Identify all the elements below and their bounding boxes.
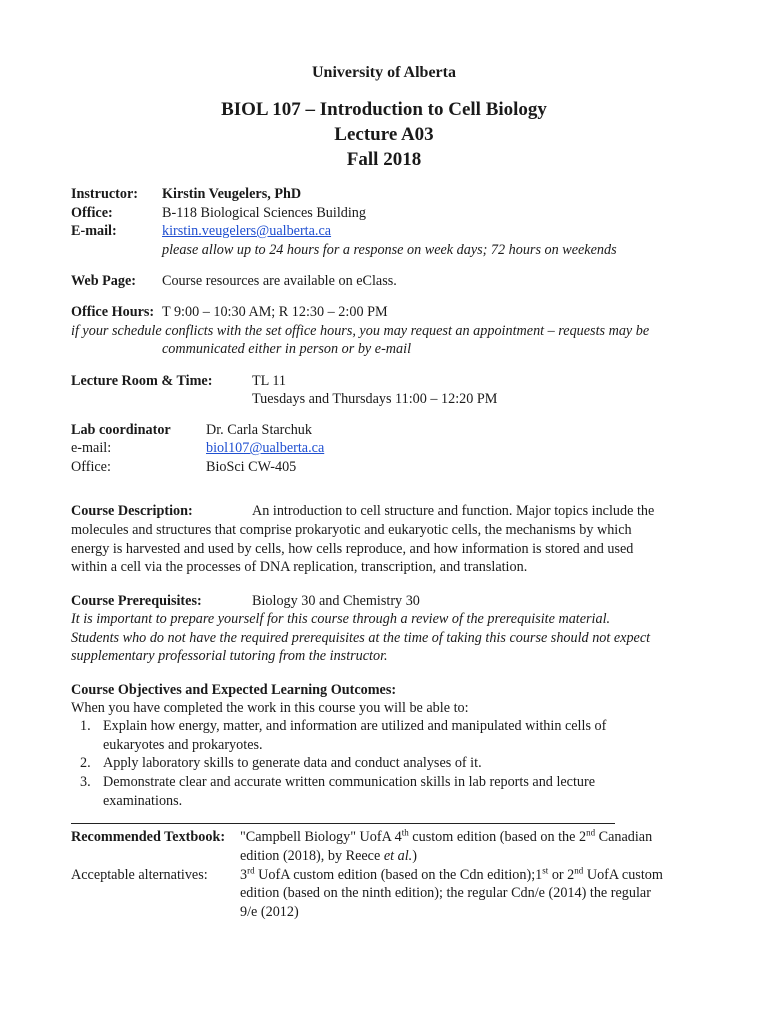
prereq-value: Biology 30 and Chemistry 30 [252,593,420,609]
alternatives-label: Acceptable alternatives: [71,867,208,883]
course-title: BIOL 107 – Introduction to Cell Biology [221,99,547,120]
description-line: within a cell via the processes of DNA replication, transcription, and translation. [71,559,528,575]
lecture-room-label: Lecture Room & Time: [71,373,213,389]
alternatives-line-1: 3rd UofA custom edition (based on the Cdn edition);1st or 2nd UofA custom [240,865,663,883]
prereq-label: Course Prerequisites: [71,593,202,609]
textbook-label: Recommended Textbook: [71,829,226,845]
lab-label: Lab coordinator [71,422,171,438]
lecture-title: Lecture A03 [334,124,434,145]
description-line: molecules and structures that comprise prokaryotic and eukaryotic cells, the mechanisms by which [71,522,632,538]
office-hours-value: T 9:00 – 10:30 AM; R 12:30 – 2:00 PM [162,304,388,320]
office-value: B-118 Biological Sciences Building [162,205,366,221]
instructor-label: Instructor: [71,186,138,202]
office-label: Office: [71,205,113,221]
instructor-name: Kirstin Veugelers, PhD [162,186,302,202]
objectives-title: Course Objectives and Expected Learning Outcomes: [71,682,397,698]
list-item: examinations. [103,793,183,809]
description-label: Course Description: [71,503,193,519]
list-number: 3. [80,774,91,790]
section-divider [71,823,615,824]
alternatives-line-3: 9/e (2012) [240,904,299,920]
textbook-line-2: edition (2018), by Reece et al.) [240,848,417,864]
list-item: Explain how energy, matter, and information are utilized and manipulated within cells of [103,718,607,734]
office-hours-note: if your schedule conflicts with the set office hours, you may request an appointment – requests may be [71,323,650,339]
description-line: An introduction to cell structure and function. Major topics include the [252,503,655,519]
prereq-note: supplementary professorial tutoring from the instructor. [71,648,388,664]
list-number: 2. [80,755,91,771]
lecture-room: TL 11 [252,373,287,389]
description-line: energy is harvested and used by cells, how cells reproduce, and how information is stored and used [71,541,634,557]
office-hours-label: Office Hours: [71,304,155,320]
list-item: eukaryotes and prokaryotes. [103,737,263,753]
web-value: Course resources are available on eClass. [162,273,397,289]
list-number: 1. [80,718,91,734]
objectives-intro: When you have completed the work in this course you will be able to: [71,700,469,716]
email-note: please allow up to 24 hours for a response on week days; 72 hours on weekends [162,242,617,258]
email-label: E-mail: [71,223,117,239]
office-hours-note-2: communicated either in person or by e-mail [162,341,412,357]
lecture-time: Tuesdays and Thursdays 11:00 – 12:20 PM [252,391,498,407]
web-label: Web Page: [71,273,137,289]
list-item: Demonstrate clear and accurate written communication skills in lab reports and lecture [103,774,596,790]
lab-email-link[interactable]: biol107@ualberta.ca [206,440,325,456]
lab-office: BioSci CW-405 [206,459,297,475]
term-title: Fall 2018 [346,149,422,170]
instructor-email-link[interactable]: kirstin.veugelers@ualberta.ca [162,223,332,239]
university-title: University of Alberta [312,64,456,81]
lab-office-label: Office: [71,459,111,475]
prereq-note: It is important to prepare yourself for this course through a review of the prerequisite material. [71,611,611,627]
prereq-note: Students who do not have the required prerequisites at the time of taking this course should not expect [71,630,651,646]
list-item: Apply laboratory skills to generate data and conduct analyses of it. [103,755,482,771]
alternatives-line-2: edition (based on the ninth edition); the regular Cdn/e (2014) the regular [240,885,651,901]
textbook-line-1: "Campbell Biology" UofA 4th custom edition (based on the 2nd Canadian [240,827,653,845]
lab-email-label: e-mail: [71,440,112,456]
lab-name: Dr. Carla Starchuk [206,422,312,438]
